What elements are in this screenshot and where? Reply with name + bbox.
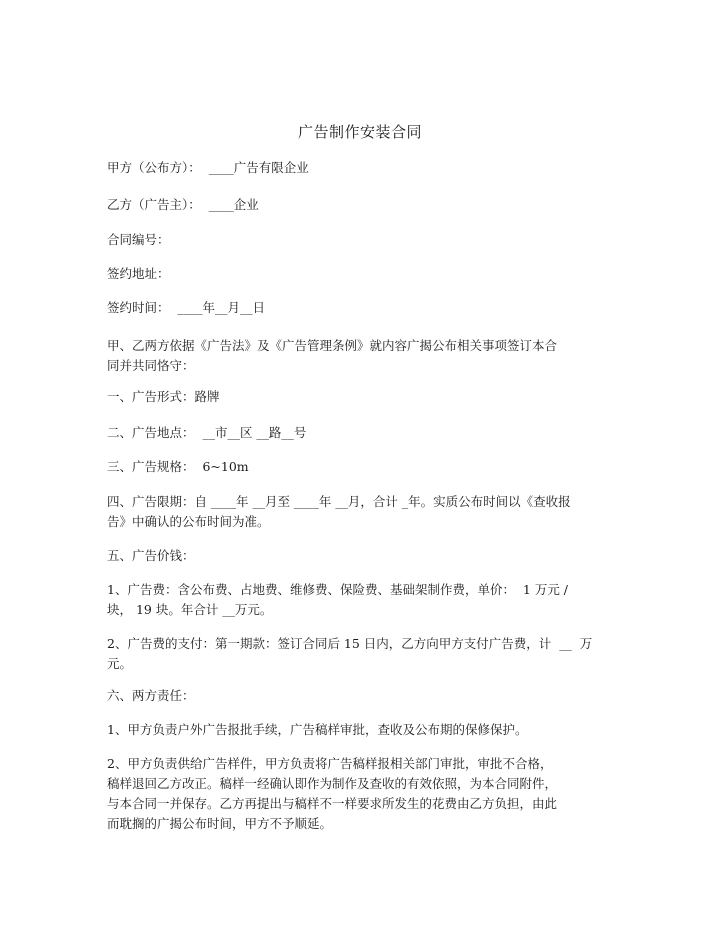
- section-1-form: 一、广告形式：路牌: [107, 389, 220, 404]
- section-5-item-1: 1、广告费：含公布费、占地费、维修费、保险费、基础架制作费，单价： 1 万元 / 块， 19 块。年合计 __万元。: [107, 582, 569, 617]
- section-5-item-2: 2、广告费的支付：第一期款：签订合同后 15 日内，乙方向甲方支付广告费，计 __ 万 元。: [107, 636, 593, 671]
- section-6-item-1: 1、甲方负责户外广告报批手续，广告稿样审批，查收及公布期的保修保护。: [107, 722, 528, 737]
- section-4-period: 四、广告限期：自 ____年 __月至 ____年 __月，合计 _年。实质公布时间以《查收报 告》中确认的公布时间为准。: [107, 494, 571, 529]
- section-6-item-2: 2、甲方负责供给广告样件，甲方负责将广告稿样报相关部门审批，审批不合格， 稿样退回乙方改正。稿样一经确认即作为制作及查收的有效依照，为本合同附件， 与本合同一并保存。乙方再提出与稿样不一样要求所发生的花费由乙方负担，由此 而耽搁的广揭公布时间，甲方不予顺延。: [107, 756, 558, 831]
- party-a-line: 甲方（公布方）： ____广告有限企业: [107, 160, 309, 175]
- party-b-line: 乙方（广告主）： ____企业: [107, 197, 259, 212]
- section-6-responsibilities: 六、两方责任：: [107, 688, 195, 703]
- section-2-location: 二、广告地点： __市__区 __路__号: [107, 425, 307, 440]
- contract-number-line: 合同编号：: [107, 232, 170, 247]
- section-5-price: 五、广告价钱：: [107, 548, 195, 563]
- sign-place-line: 签约地址：: [107, 266, 170, 281]
- preamble-paragraph: 甲、乙两方依据《广告法》及《广告管理条例》就内容广揭公布相关事项签订本合 同并共同恪守：: [107, 338, 558, 373]
- document-title: 广告制作安装合同: [297, 123, 422, 141]
- sign-time-line: 签约时间： ____年__月__日: [107, 300, 265, 315]
- section-3-size: 三、广告规格： 6~10m: [107, 459, 249, 474]
